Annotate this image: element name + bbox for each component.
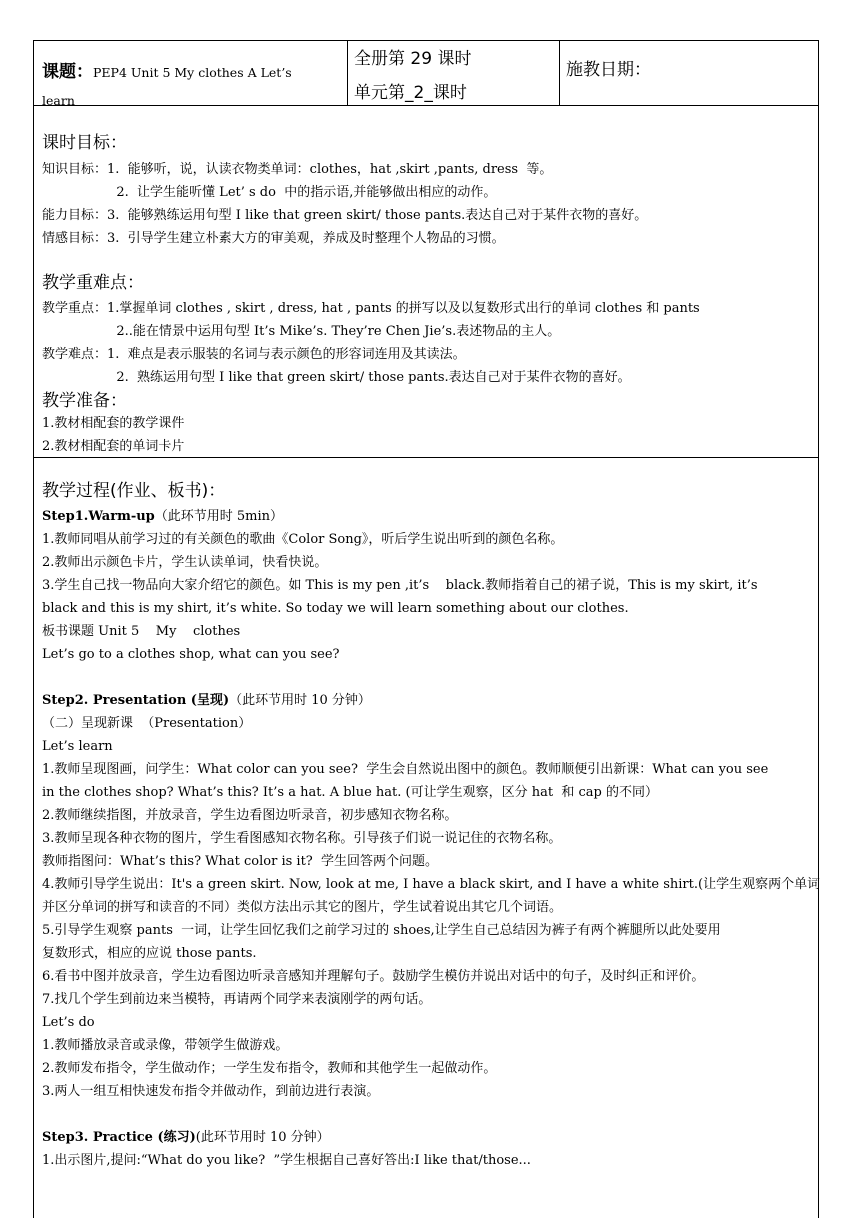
goals-line: 情感目标：3. 引导学生建立朴素大方的审美观，养成及时整理个人物品的习惯。 bbox=[42, 231, 505, 246]
process-line: 7.找几个学生到前边来当模特，再请两个同学来表演刚学的两句话。 bbox=[42, 992, 432, 1007]
lesson-plan-page bbox=[33, 40, 819, 1216]
process-line: 1.教师播放录音或录像，带领学生做游戏。 bbox=[42, 1038, 289, 1053]
process-line: Let’s learn bbox=[42, 739, 113, 754]
topic-wrap: learn bbox=[42, 93, 75, 108]
process-line: 1.教师呈现图画，问学生：What color can you see? 学生会自然说出图中的颜色。教师顺便引出新课：What can you see bbox=[42, 762, 769, 777]
process-line: black and this is my shirt, it’s white. So today we will learn something about our clothes. bbox=[42, 601, 629, 616]
process-line: Let’s go to a clothes shop, what can you see? bbox=[42, 647, 340, 662]
goals-line: 能力目标：3. 能够熟练运用句型 I like that green skirt/ those pants.表达自己对于某件衣物的喜好。 bbox=[42, 208, 648, 223]
prep-line: 1.教材相配套的教学课件 bbox=[42, 416, 185, 431]
process-line: 教师指图问：What’s this? What color is it? 学生回答两个问题。 bbox=[42, 854, 439, 869]
objectives-section bbox=[33, 106, 819, 458]
date-cell bbox=[560, 41, 818, 105]
step3-head: Step3. Practice (练习) bbox=[42, 1130, 196, 1145]
goals-line: 2. 让学生能听懂 Let’ s do 中的指示语,并能够做出相应的动作。 bbox=[42, 185, 497, 200]
process-line: 3.学生自己找一物品向大家介绍它的颜色。如 This is my pen ,it’s black.教师指着自己的裙子说，This is my skirt, it’s bbox=[42, 578, 758, 593]
process-line: 3.两人一组互相快速发布指令并做动作，到前边进行表演。 bbox=[42, 1084, 380, 1099]
topic-label: 课题： bbox=[42, 62, 93, 82]
process-line: 2.教师发布指令，学生做动作；一学生发布指令，教师和其他学生一起做动作。 bbox=[42, 1061, 497, 1076]
process-line: Let’s do bbox=[42, 1015, 95, 1030]
process-line: （二）呈现新课 （Presentation） bbox=[42, 716, 252, 731]
lesson-total: 全册第 29 课时 bbox=[354, 49, 472, 69]
lesson-count-cell bbox=[348, 41, 560, 105]
header-table bbox=[33, 40, 819, 106]
keypoints-line: 2. 熟练运用句型 I like that green skirt/ those pants.表达自己对于某件衣物的喜好。 bbox=[42, 370, 631, 385]
keypoints-line: 教学难点：1. 难点是表示服装的名词与表示颜色的形容词连用及其读法。 bbox=[42, 347, 466, 362]
step2-note: （此环节用时 10 分钟） bbox=[229, 693, 371, 708]
goals-line: 知识目标：1. 能够听，说，认读衣物类单词：clothes，hat ,skirt ,pants, dress 等。 bbox=[42, 162, 553, 177]
keypoints-line: 2..能在情景中运用句型 It’s Mike’s. They’re Chen Jie’s.表述物品的主人。 bbox=[42, 324, 561, 339]
prep-line: 2.教材相配套的单词卡片 bbox=[42, 439, 185, 454]
process-line: in the clothes shop? What’s this? It’s a hat. A blue hat. (可让学生观察，区分 hat 和 cap 的不同） bbox=[42, 785, 658, 800]
process-line: 4.教师引导学生说出：It's a green skirt. Now, look at me, I have a black skirt, and I have a white shirt.(让学生观察两个单词 bbox=[42, 877, 821, 892]
process-line: 并区分单词的拼写和读音的不同）类似方法出示其它的图片，学生试着说出其它几个词语。 bbox=[42, 900, 563, 915]
process-title: 教学过程(作业、板书)： bbox=[42, 481, 226, 501]
prep-title: 教学准备： bbox=[42, 391, 127, 411]
process-line: 3.教师呈现各种衣物的图片，学生看图感知衣物名称。引导孩子们说一说记住的衣物名称。 bbox=[42, 831, 562, 846]
process-line: 1.出示图片,提问:“What do you like? ”学生根据自己喜好答出:I like that/those... bbox=[42, 1153, 531, 1168]
topic-value: PEP4 Unit 5 My clothes A Let’s bbox=[93, 65, 292, 80]
step1-head: Step1.Warm-up bbox=[42, 509, 155, 524]
keypoints-line: 教学重点：1.掌握单词 clothes , skirt , dress, hat , pants 的拼写以及以复数形式出行的单词 clothes 和 pants bbox=[42, 301, 700, 316]
topic-cell bbox=[34, 41, 348, 108]
process-line: 2.教师继续指图，并放录音，学生边看图边听录音，初步感知衣物名称。 bbox=[42, 808, 458, 823]
process-line: 6.看书中图并放录音，学生边看图边听录音感知并理解句子。鼓励学生模仿并说出对话中的句子，及时纠正和评价。 bbox=[42, 969, 705, 984]
process-section bbox=[33, 458, 819, 1218]
keypoints-title: 教学重难点： bbox=[42, 273, 144, 293]
step3-note: (此环节用时 10 分钟） bbox=[195, 1130, 330, 1145]
goals-title: 课时目标： bbox=[42, 133, 127, 153]
process-line: 板书课题 Unit 5 My clothes bbox=[42, 624, 241, 639]
process-line: 2.教师出示颜色卡片，学生认读单词，快看快说。 bbox=[42, 555, 328, 570]
lesson-unit: 单元第_2_课时 bbox=[354, 83, 467, 103]
process-line: 1.教师同唱从前学习过的有关颜色的歌曲《Color Song》，听后学生说出听到的颜色名称。 bbox=[42, 532, 564, 547]
date-label: 施教日期： bbox=[566, 60, 651, 80]
process-line: 复数形式，相应的应说 those pants. bbox=[42, 946, 257, 961]
process-line: 5.引导学生观察 pants 一词，让学生回忆我们之前学习过的 shoes,让学生自己总结因为裤子有两个裤腿所以此处要用 bbox=[42, 923, 721, 938]
step2-head: Step2. Presentation (呈现) bbox=[42, 693, 230, 708]
step1-note: （此环节用时 5min） bbox=[154, 509, 284, 524]
